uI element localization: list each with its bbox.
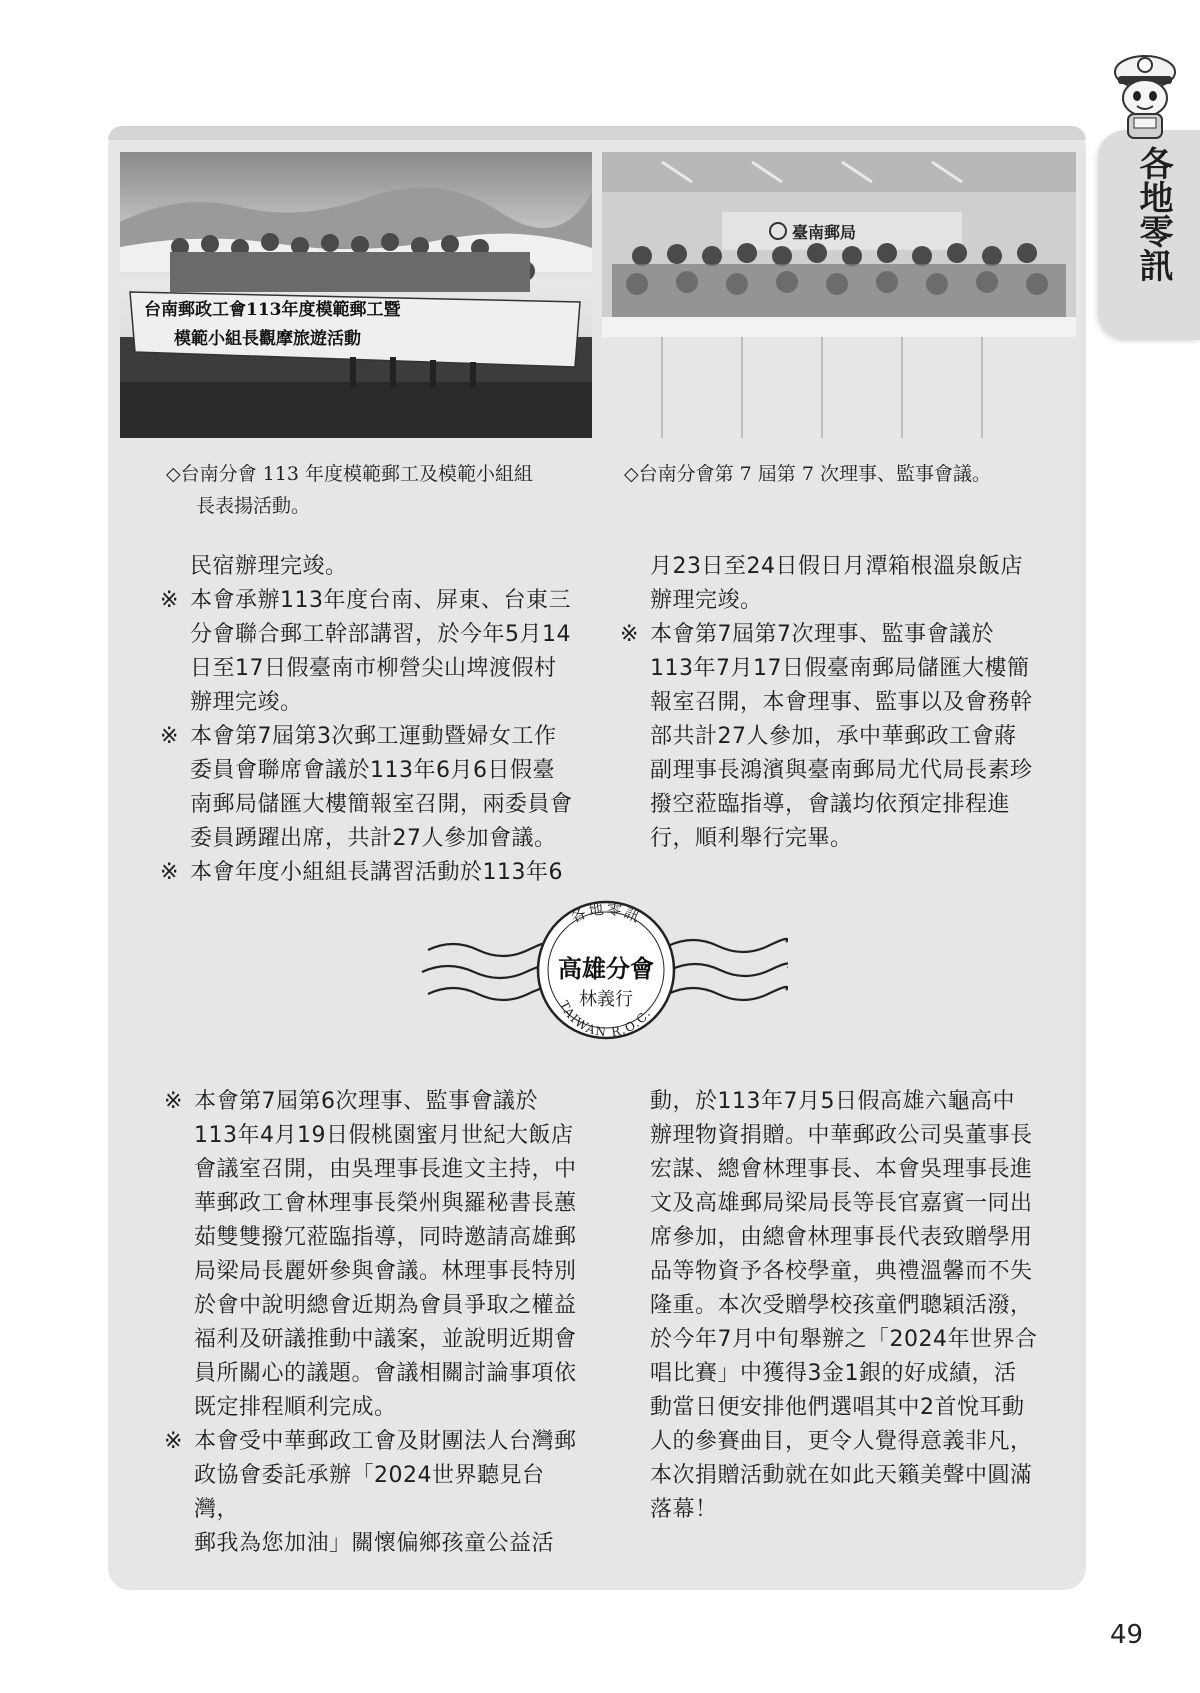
section1-left-item-2 (160, 720, 580, 856)
reference-mark: ※ (620, 622, 639, 647)
text-line: 副理事長鴻濱與臺南郵局尤代局長素珍 (650, 758, 1033, 783)
text-line: 委員踴躍出席，共計27人參加會議。 (190, 826, 557, 851)
text-line: 唱比賽」中獲得3金1銀的好成績，活 (650, 1361, 1017, 1386)
text-line: 人的參賽曲目，更令人覺得意義非凡， (650, 1429, 1033, 1454)
section2-left-column (164, 1085, 584, 1561)
text-line: 落幕！ (650, 1497, 718, 1522)
stamp-bottom-arc-text: TAIWAN R.O.C. (556, 998, 654, 1040)
text-line: 行，順利舉行完畢。 (650, 826, 853, 851)
text-line: 本次捐贈活動就在如此天籟美聲中圓滿 (650, 1463, 1033, 1488)
text-line: 於今年7月中旬舉辦之「2024年世界合 (650, 1327, 1038, 1352)
text-line: 文及高雄郵局梁局長等長官嘉賓一同出 (650, 1191, 1033, 1216)
meeting-sign-text: 臺南郵局 (792, 223, 857, 242)
reference-mark: ※ (160, 860, 179, 885)
text-line: 動，於113年7月5日假高雄六龜高中 (650, 1089, 1015, 1114)
text-line: 辦理完竣。 (650, 588, 763, 613)
caption-left-line1: ◇台南分會 113 年度模範郵工及模範小組組 (166, 463, 533, 485)
stamp-author-name: 林義行 (579, 989, 633, 1010)
text-line: 113年4月19日假桃園蜜月世紀大飯店 (194, 1123, 574, 1148)
text-line: 品等物資予各校學童，典禮溫馨而不失 (650, 1259, 1033, 1284)
text-line: 本會承辦113年度台南、屏東、台東三 (190, 588, 571, 613)
text-line: 分會聯合郵工幹部講習，於今年5月14 (190, 622, 571, 647)
text-line: 日至17日假臺南市柳營尖山埤渡假村 (190, 656, 557, 681)
text-line: 撥空蒞臨指導，會議均依預定排程進 (650, 792, 1011, 817)
banner-text-line1: 台南郵政工會113年度模範郵工暨 (144, 300, 401, 320)
text-line: 隆重。本次受贈學校孩童們聰穎活潑， (650, 1293, 1033, 1318)
stamp-branch-name: 高雄分會 (558, 955, 654, 983)
photo-tainan-meeting (602, 152, 1076, 438)
text-line: 部共計27人參加，承中華郵政工會蔣 (650, 724, 1017, 749)
text-line: 本會第7屆第7次理事、監事會議於 (650, 622, 994, 647)
text-line: 本會第7屆第3次郵工運動暨婦女工作 (190, 724, 557, 749)
text-line: 會議室召開，由吳理事長進文主持，中 (194, 1157, 577, 1182)
text-line: 辦理完竣。 (190, 690, 303, 715)
text-line: 本會第7屆第6次理事、監事會議於 (194, 1089, 538, 1114)
caption-right-line1: ◇台南分會第 7 屆第 7 次理事、監事會議。 (624, 463, 991, 485)
text-line: 動當日便安排他們選唱其中2首悅耳動 (650, 1395, 1025, 1420)
reference-mark: ※ (160, 724, 179, 749)
text-line: 本會受中華郵政工會及財團法人台灣郵 (194, 1429, 577, 1454)
reference-mark: ※ (160, 588, 179, 613)
section2-left-item-2 (164, 1425, 584, 1561)
section2-right-column (620, 1085, 1050, 1527)
postman-mascot-icon (1104, 48, 1186, 144)
caption-left-line2: 長表揚活動。 (196, 495, 311, 517)
section1-left-item-1 (160, 584, 580, 720)
text-line: 月23日至24日假日月潭箱根溫泉飯店 (650, 554, 1023, 579)
text-line: 本會年度小組組長講習活動於113年6 (190, 860, 563, 885)
text-line: 宏謀、總會林理事長、本會吳理事長進 (650, 1157, 1033, 1182)
text-line: 於會中說明總會近期為會員爭取之權益 (194, 1293, 577, 1318)
stamp-top-arc-text: 各地零訊 (567, 899, 645, 927)
section-tab-label: 各地零訊 (1133, 146, 1173, 282)
caption-right (624, 458, 1054, 490)
text-line: 南郵局儲匯大樓簡報室召開，兩委員會 (190, 792, 573, 817)
text-line: 既定排程順利完成。 (194, 1395, 397, 1420)
text-line: 員所關心的議題。會議相關討論事項依 (194, 1361, 577, 1386)
text-line: 福利及研議推動中議案，並說明近期會 (194, 1327, 577, 1352)
text-line: 委員會聯席會議於113年6月6日假臺 (190, 758, 555, 783)
page-number: 49 (1110, 1620, 1144, 1650)
photo-tainan-outing (120, 152, 592, 438)
text-line: 席參加，由總會林理事長代表致贈學用 (650, 1225, 1033, 1250)
branch-postmark-stamp (418, 880, 788, 1050)
panel-top-strip (108, 126, 1086, 140)
text-line: 郵我為您加油」關懷偏鄉孩童公益活 (194, 1531, 555, 1556)
section1-right-item-1 (620, 618, 1050, 856)
section2-left-item-1 (164, 1085, 584, 1425)
section1-left-column (160, 550, 580, 890)
caption-left (166, 458, 606, 522)
text-line: 報室召開，本會理事、監事以及會務幹 (650, 690, 1033, 715)
banner-text-line2: 模範小組長觀摩旅遊活動 (174, 329, 361, 349)
reference-mark: ※ (164, 1429, 183, 1454)
text-line: 政協會委託承辦「2024世界聽見台灣， (194, 1463, 545, 1522)
text-line: 局梁局長麗妍參與會議。林理事長特別 (194, 1259, 577, 1284)
section1-right-column (620, 550, 1050, 856)
text-line: 113年7月17日假臺南郵局儲匯大樓簡 (650, 656, 1030, 681)
text-line: 辦理物資捐贈。中華郵政公司吳董事長 (650, 1123, 1033, 1148)
section1-left-continuation: 民宿辦理完竣。 (190, 554, 348, 579)
reference-mark: ※ (164, 1089, 183, 1114)
text-line: 茹雙雙撥冗蒞臨指導，同時邀請高雄郵 (194, 1225, 577, 1250)
text-line: 華郵政工會林理事長榮州與羅秘書長蕙 (194, 1191, 577, 1216)
